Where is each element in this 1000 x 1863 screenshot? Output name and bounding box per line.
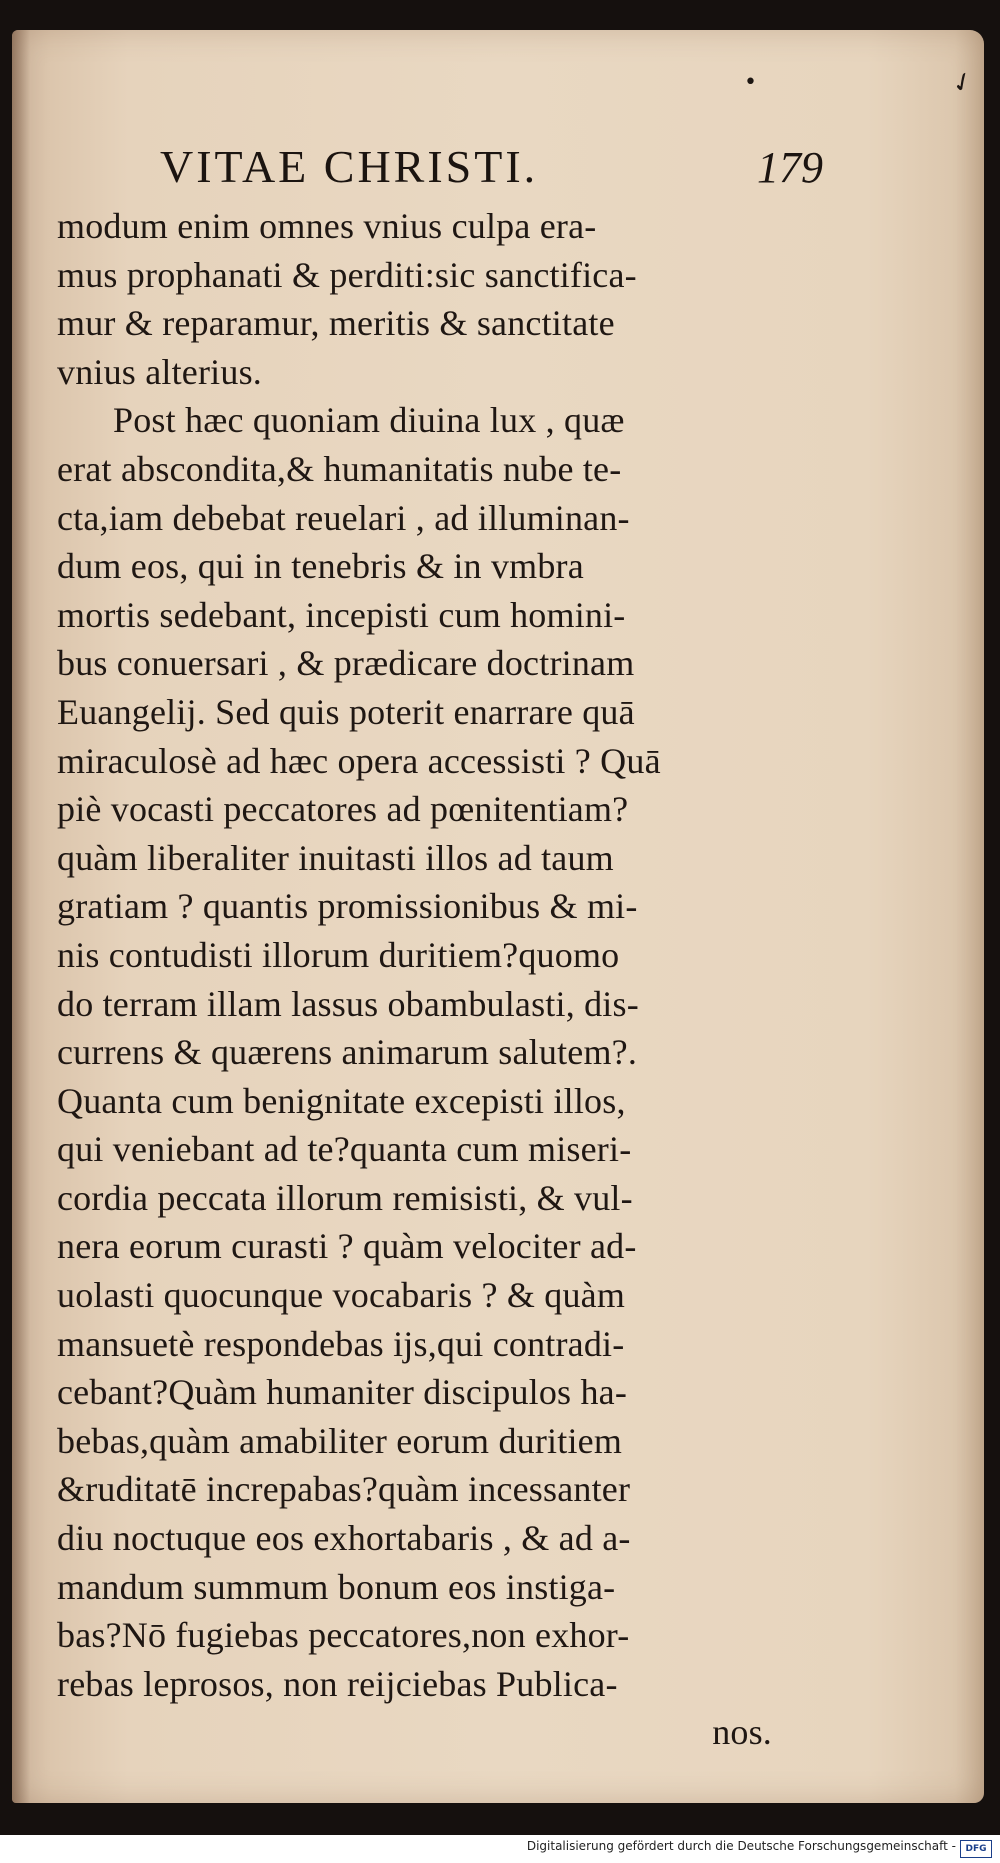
body-text	[57, 202, 777, 1757]
text-line: qui veniebant ad te?quanta cum miseri-	[57, 1129, 632, 1170]
text-line: miraculosè ad hæc opera accessisti ? Quā	[57, 740, 661, 781]
running-title: VITAE CHRISTI.	[160, 141, 539, 192]
text-line: bebas,quàm amabiliter eorum duritiem	[57, 1420, 623, 1461]
dfg-logo-icon: DFG	[960, 1840, 992, 1858]
text-line: mansuetè respondebas ijs,qui contradi-	[57, 1323, 625, 1364]
text-line: cordia peccata illorum remisisti, & vul-	[57, 1177, 633, 1218]
text-line: modum enim omnes vnius culpa era-	[57, 206, 597, 246]
page-number: 179	[757, 143, 823, 192]
catchword: nos.	[712, 1712, 772, 1753]
text-line-paragraph-start: Post hæc quoniam diuina lux , quæ	[113, 400, 625, 441]
text-line: cta,iam debebat reuelari , ad illuminan-	[57, 497, 630, 538]
text-line: nera eorum curasti ? quàm velociter ad-	[57, 1226, 637, 1267]
text-line: mandum summum bonum eos instiga-	[57, 1566, 616, 1607]
text-line: mortis sedebant, incepisti cum homini-	[57, 594, 626, 635]
text-line: vnius alterius.	[57, 351, 262, 392]
book-page	[12, 30, 984, 1803]
text-line: piè vocasti peccatores ad pœnitentiam?	[57, 789, 629, 830]
page-header	[12, 140, 984, 200]
ink-dot-mark: •	[744, 70, 757, 95]
text-line: mur & reparamur, meritis & sanctitate	[57, 303, 615, 344]
ink-tick-mark: ✓	[946, 64, 980, 102]
text-line: Quanta cum benignitate excepisti illos,	[57, 1080, 626, 1121]
text-line: erat abscondita,& humanitatis nube te-	[57, 448, 622, 489]
text-line: Euangelij. Sed quis poterit enarrare quā	[57, 691, 635, 732]
text-line: cebant?Quàm humaniter discipulos ha-	[57, 1372, 628, 1413]
text-line: rebas leprosos, non reijciebas Publica-	[57, 1663, 618, 1704]
text-line: diu noctuque eos exhortabaris , & ad a-	[57, 1518, 631, 1559]
text-line: gratiam ? quantis promissionibus & mi-	[57, 886, 638, 927]
text-line: nis contudisti illorum duritiem?quomo	[57, 934, 620, 975]
text-line: dum eos, qui in tenebris & in vmbra	[57, 546, 584, 587]
text-line: mus prophanati & perditi:sic sanctifica-	[57, 254, 637, 295]
text-line: &ruditatē increpabas?quàm incessanter	[57, 1469, 631, 1510]
text-line: bas?Nō fugiebas peccatores,non exhor-	[57, 1615, 630, 1656]
text-line: uolasti quocunque vocabaris ? & quàm	[57, 1275, 626, 1316]
text-line: currens & quærens animarum salutem?.	[57, 1032, 638, 1073]
funding-credit: Digitalisierung gefördert durch die Deutsche Forschungsgemeinschaft -	[526, 1839, 956, 1853]
digitization-footer	[0, 1835, 1000, 1863]
text-line: quàm liberaliter inuitasti illos ad taum	[57, 837, 614, 878]
text-line: do terram illam lassus obambulasti, dis-	[57, 983, 639, 1024]
text-line: bus conuersari , & prædicare doctrinam	[57, 643, 635, 684]
